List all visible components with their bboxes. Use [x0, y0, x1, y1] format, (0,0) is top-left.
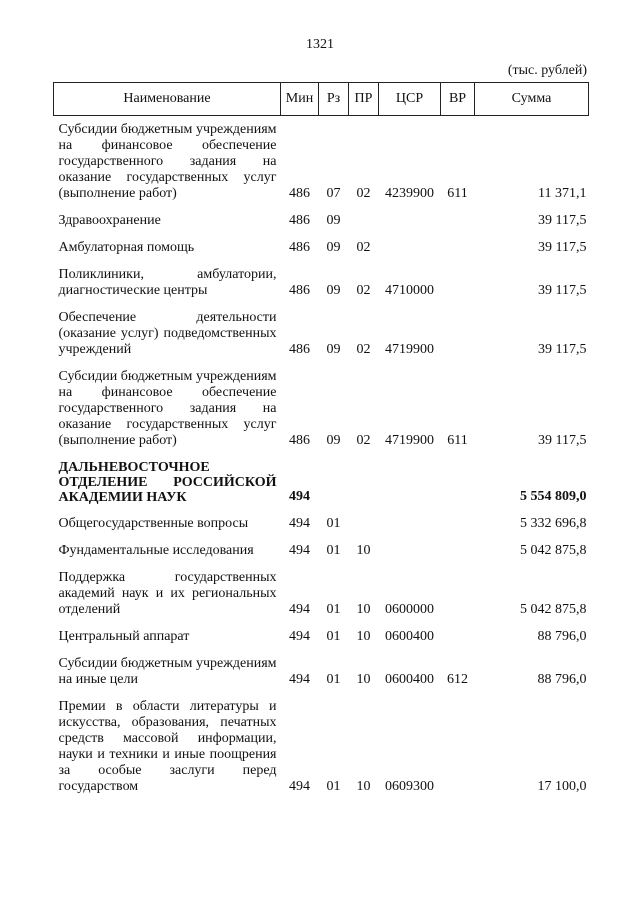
cell-sum: 39 117,5 [538, 240, 587, 255]
cell-sum: 5 042 875,8 [520, 543, 587, 558]
cell-pr: 02 [356, 342, 371, 357]
cell-csr [379, 510, 441, 537]
cell-name: Поддержка государственных академий наук и их региональных отделений [58, 570, 277, 617]
cell-vr [441, 454, 475, 510]
cell-csr: 0600000 [385, 602, 434, 617]
cell-min: 486 [289, 213, 310, 228]
cell-name: Субсидии бюджетным учреждениям на иные цели [58, 656, 277, 687]
cell-sum: 39 117,5 [538, 213, 587, 228]
cell-pr: 02 [356, 186, 371, 201]
cell-min: 486 [289, 433, 310, 448]
cell-vr [441, 623, 475, 650]
table-row [54, 234, 589, 261]
header-vr: ВР [441, 83, 475, 116]
cell-min: 486 [289, 283, 310, 298]
cell-vr [441, 304, 475, 363]
cell-min: 494 [289, 489, 310, 504]
cell-csr [379, 207, 441, 234]
cell-pr: 10 [356, 672, 371, 687]
cell-min: 494 [289, 672, 310, 687]
cell-min: 494 [289, 602, 310, 617]
cell-csr [379, 234, 441, 261]
cell-csr [379, 454, 441, 510]
cell-name: Обеспечение деятельности (оказание услуг) подведомственных учреждений [58, 310, 277, 357]
header-pr: ПР [349, 83, 379, 116]
cell-rz: 01 [326, 672, 341, 687]
cell-rz: 09 [326, 283, 341, 298]
cell-min: 494 [289, 779, 310, 794]
cell-rz: 01 [326, 602, 341, 617]
cell-csr: 4719900 [385, 342, 434, 357]
cell-sum: 39 117,5 [538, 283, 587, 298]
cell-name: Субсидии бюджетным учреждениям на финансовое обеспечение государственного задания на оказание государственных услуг (выполнение работ) [58, 122, 277, 201]
cell-min: 486 [289, 342, 310, 357]
cell-vr [441, 234, 475, 261]
table-row [54, 116, 589, 208]
table-row [54, 650, 589, 693]
cell-min: 494 [289, 516, 310, 531]
cell-csr: 4710000 [385, 283, 434, 298]
cell-name: Центральный аппарат [58, 629, 190, 644]
cell-rz: 09 [326, 240, 341, 255]
cell-sum: 11 371,1 [538, 186, 587, 201]
cell-pr: 10 [356, 779, 371, 794]
table-row [54, 304, 589, 363]
cell-vr: 611 [447, 186, 468, 201]
cell-sum: 88 796,0 [537, 629, 587, 644]
cell-pr: 02 [356, 283, 371, 298]
cell-sum: 5 332 696,8 [520, 516, 587, 531]
cell-vr [441, 564, 475, 623]
cell-sum: 39 117,5 [538, 433, 587, 448]
cell-rz: 01 [326, 543, 341, 558]
cell-min: 494 [289, 629, 310, 644]
cell-rz: 01 [326, 516, 341, 531]
table-header [54, 83, 589, 116]
cell-sum: 39 117,5 [538, 342, 587, 357]
cell-min: 494 [289, 543, 310, 558]
cell-vr [441, 207, 475, 234]
table-row [54, 510, 589, 537]
cell-rz: 09 [326, 433, 341, 448]
cell-csr: 0600400 [385, 672, 434, 687]
cell-name: Премии в области литературы и искусства, образования, печатных средств массовой информации, науки и техники и иные поощрения за особые заслуги перед государством [58, 699, 277, 794]
header-sum: Сумма [475, 83, 589, 116]
table-row [54, 207, 589, 234]
cell-sum: 88 796,0 [537, 672, 587, 687]
cell-name: Поликлиники, амбулатории, диагностические центры [58, 267, 277, 298]
budget-table [53, 82, 589, 800]
cell-rz [319, 454, 349, 510]
table-body [54, 116, 589, 801]
table-row [54, 537, 589, 564]
cell-pr [349, 510, 379, 537]
cell-pr: 10 [356, 602, 371, 617]
cell-name: Здравоохранение [58, 213, 161, 228]
cell-pr [349, 454, 379, 510]
cell-vr [441, 693, 475, 800]
cell-sum: 17 100,0 [537, 779, 587, 794]
cell-vr: 612 [447, 672, 468, 687]
header-min: Мин [281, 83, 319, 116]
cell-pr [349, 207, 379, 234]
cell-csr: 0609300 [385, 779, 434, 794]
cell-vr: 611 [447, 433, 468, 448]
cell-pr: 02 [356, 240, 371, 255]
cell-name: ДАЛЬНЕВОСТОЧНОЕ ОТДЕЛЕНИЕ РОССИЙСКОЙ АКАДЕМИИ НАУК [58, 460, 277, 505]
cell-name: Общегосударственные вопросы [58, 516, 249, 531]
cell-name: Фундаментальные исследования [58, 543, 254, 558]
cell-name: Амбулаторная помощь [58, 240, 195, 255]
cell-csr [379, 537, 441, 564]
cell-sum: 5 042 875,8 [520, 602, 587, 617]
cell-rz: 09 [326, 342, 341, 357]
cell-pr: 02 [356, 433, 371, 448]
cell-csr: 4719900 [385, 433, 434, 448]
cell-vr [441, 537, 475, 564]
header-name: Наименование [54, 83, 281, 116]
table-row [54, 363, 589, 454]
cell-min: 486 [289, 186, 310, 201]
table-row [54, 564, 589, 623]
cell-pr: 10 [356, 543, 371, 558]
cell-rz: 01 [326, 629, 341, 644]
table-row [54, 454, 589, 510]
cell-pr: 10 [356, 629, 371, 644]
cell-min: 486 [289, 240, 310, 255]
cell-vr [441, 261, 475, 304]
cell-rz: 07 [326, 186, 341, 201]
header-csr: ЦСР [379, 83, 441, 116]
cell-vr [441, 510, 475, 537]
cell-name: Субсидии бюджетным учреждениям на финансовое обеспечение государственного задания на оказание государственных услуг (выполнение работ) [58, 369, 277, 448]
cell-rz: 09 [326, 213, 341, 228]
table-row [54, 623, 589, 650]
units-caption: (тыс. рублей) [507, 63, 587, 78]
cell-rz: 01 [326, 779, 341, 794]
page-number: 1321 [306, 37, 334, 52]
table-row [54, 693, 589, 800]
cell-csr: 4239900 [385, 186, 434, 201]
cell-sum: 5 554 809,0 [520, 489, 587, 504]
cell-csr: 0600400 [385, 629, 434, 644]
header-rz: Рз [319, 83, 349, 116]
table-row [54, 261, 589, 304]
